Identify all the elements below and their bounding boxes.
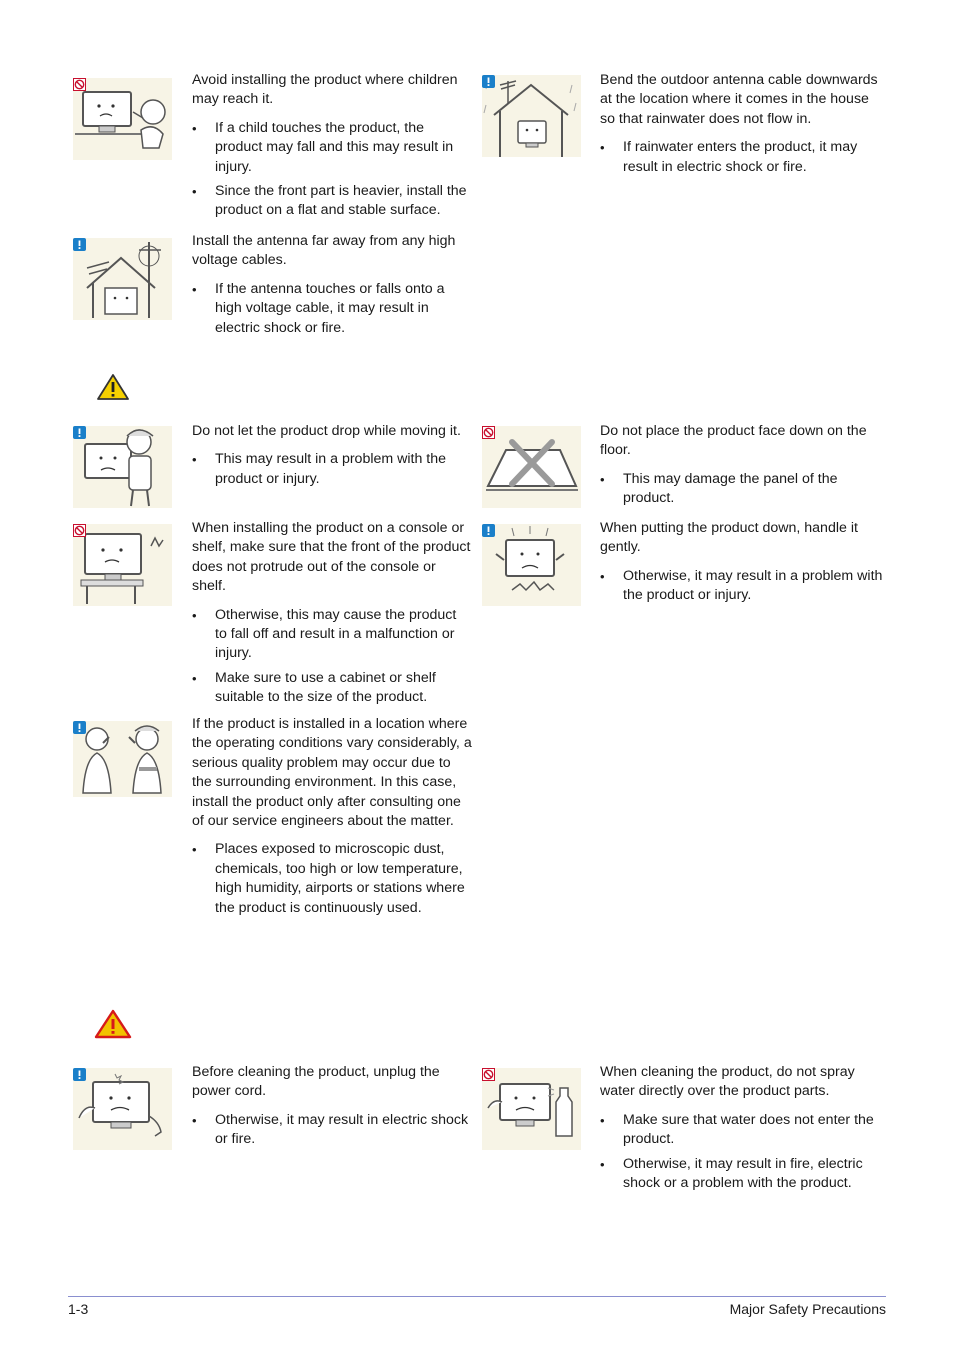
- bullet-list: [192, 606, 472, 708]
- entry-heading: Bend the outdoor antenna cable downwards at the location where it comes in the house so that rainwater does not flow in.: [600, 72, 878, 127]
- entry-text: [192, 1063, 472, 1155]
- bullet-list: [600, 1111, 886, 1194]
- monitor-on-shelf-illustration: [73, 524, 172, 606]
- unplug-before-cleaning-illustration: [73, 1068, 172, 1150]
- mandatory-icon: [73, 238, 86, 251]
- footer-divider: [68, 1296, 886, 1297]
- list-item: • If rainwater enters the product, it may result in electric shock or fire.: [600, 138, 886, 177]
- mandatory-icon: [482, 75, 495, 88]
- entry-heading: When putting the product down, handle it gently.: [600, 520, 858, 556]
- antenna-high-voltage-illustration: [73, 238, 172, 320]
- list-item: • Since the front part is heavier, install the product on a flat and stable surface.: [192, 182, 472, 221]
- list-item: • This may damage the panel of the product.: [600, 470, 886, 509]
- entry-text: [192, 422, 472, 494]
- mandatory-icon: [482, 524, 495, 537]
- service-engineer-consult-illustration: [73, 721, 172, 797]
- antenna-rain-house-illustration: [482, 75, 581, 157]
- entry-text: [600, 1063, 886, 1198]
- list-item: • Make sure to use a cabinet or shelf suitable to the size of the product.: [192, 669, 472, 708]
- entry-text: [192, 71, 472, 226]
- prohibited-icon: [482, 1068, 495, 1081]
- entry-text: [600, 71, 886, 182]
- page-number: 1-3: [68, 1301, 89, 1317]
- entry-heading: If the product is installed in a location where the operating conditions vary considerably, a serious quality problem may occur due to the surrounding environment. In this case, install the product only after consulting one of our service engineers about the matter.: [192, 716, 472, 830]
- mandatory-icon: [73, 1068, 86, 1081]
- list-item: • Otherwise, it may result in fire, electric shock or a problem with the product.: [600, 1155, 886, 1194]
- entry-heading: Before cleaning the product, unplug the power cord.: [192, 1064, 440, 1100]
- bullet-list: [600, 470, 886, 509]
- entry-text: [192, 715, 472, 923]
- entry-text: [600, 519, 886, 611]
- monitor-dropped-illustration: [482, 524, 581, 606]
- entry-heading: Avoid installing the product where children may reach it.: [192, 72, 458, 108]
- prohibited-icon: [482, 426, 495, 439]
- bullet-list: [600, 138, 886, 177]
- list-item: • Make sure that water does not enter the product.: [600, 1111, 886, 1150]
- prohibited-icon: [73, 78, 86, 91]
- mandatory-icon: [73, 721, 86, 734]
- entry-heading: Install the antenna far away from any high voltage cables.: [192, 233, 456, 269]
- footer-section-title: Major Safety Precautions: [729, 1301, 886, 1317]
- carrying-monitor-illustration: [73, 426, 172, 508]
- entry-text: [600, 422, 886, 514]
- monitor-face-down-illustration: [482, 426, 581, 508]
- bullet-list: [600, 567, 886, 606]
- bullet-list: [192, 840, 472, 918]
- entry-text: [192, 519, 472, 713]
- prohibited-icon: [73, 524, 86, 537]
- bullet-list: [192, 280, 472, 338]
- mandatory-icon: [73, 426, 86, 439]
- bullet-list: [192, 119, 472, 221]
- bullet-list: [192, 450, 472, 489]
- list-item: • If a child touches the product, the product may fall and this may result in injury.: [192, 119, 472, 177]
- list-item: • If the antenna touches or falls onto a high voltage cable, it may result in electric shock or fire.: [192, 280, 472, 338]
- list-item: • Otherwise, it may result in a problem with the product or injury.: [600, 567, 886, 606]
- list-item: • This may result in a problem with the product or injury.: [192, 450, 472, 489]
- entry-text: [192, 232, 472, 343]
- list-item: • Otherwise, it may result in electric shock or fire.: [192, 1111, 472, 1150]
- entry-heading: Do not let the product drop while moving it.: [192, 423, 461, 439]
- entry-heading: When cleaning the product, do not spray water directly over the product parts.: [600, 1064, 855, 1100]
- bullet-list: [192, 1111, 472, 1150]
- spray-water-illustration: [482, 1068, 581, 1150]
- child-reaching-monitor-illustration: [73, 78, 172, 160]
- caution-triangle-icon: [96, 373, 130, 401]
- entry-heading: Do not place the product face down on the floor.: [600, 423, 867, 459]
- warning-triangle-icon: [94, 1009, 132, 1039]
- list-item: • Otherwise, this may cause the product to fall off and result in a malfunction or injury.: [192, 606, 472, 664]
- list-item: • Places exposed to microscopic dust, chemicals, too high or low temperature, high humidity, airports or stations where the product is continuously used.: [192, 840, 472, 918]
- entry-heading: When installing the product on a console or shelf, make sure that the front of the product does not protrude out of the console or shelf.: [192, 520, 471, 595]
